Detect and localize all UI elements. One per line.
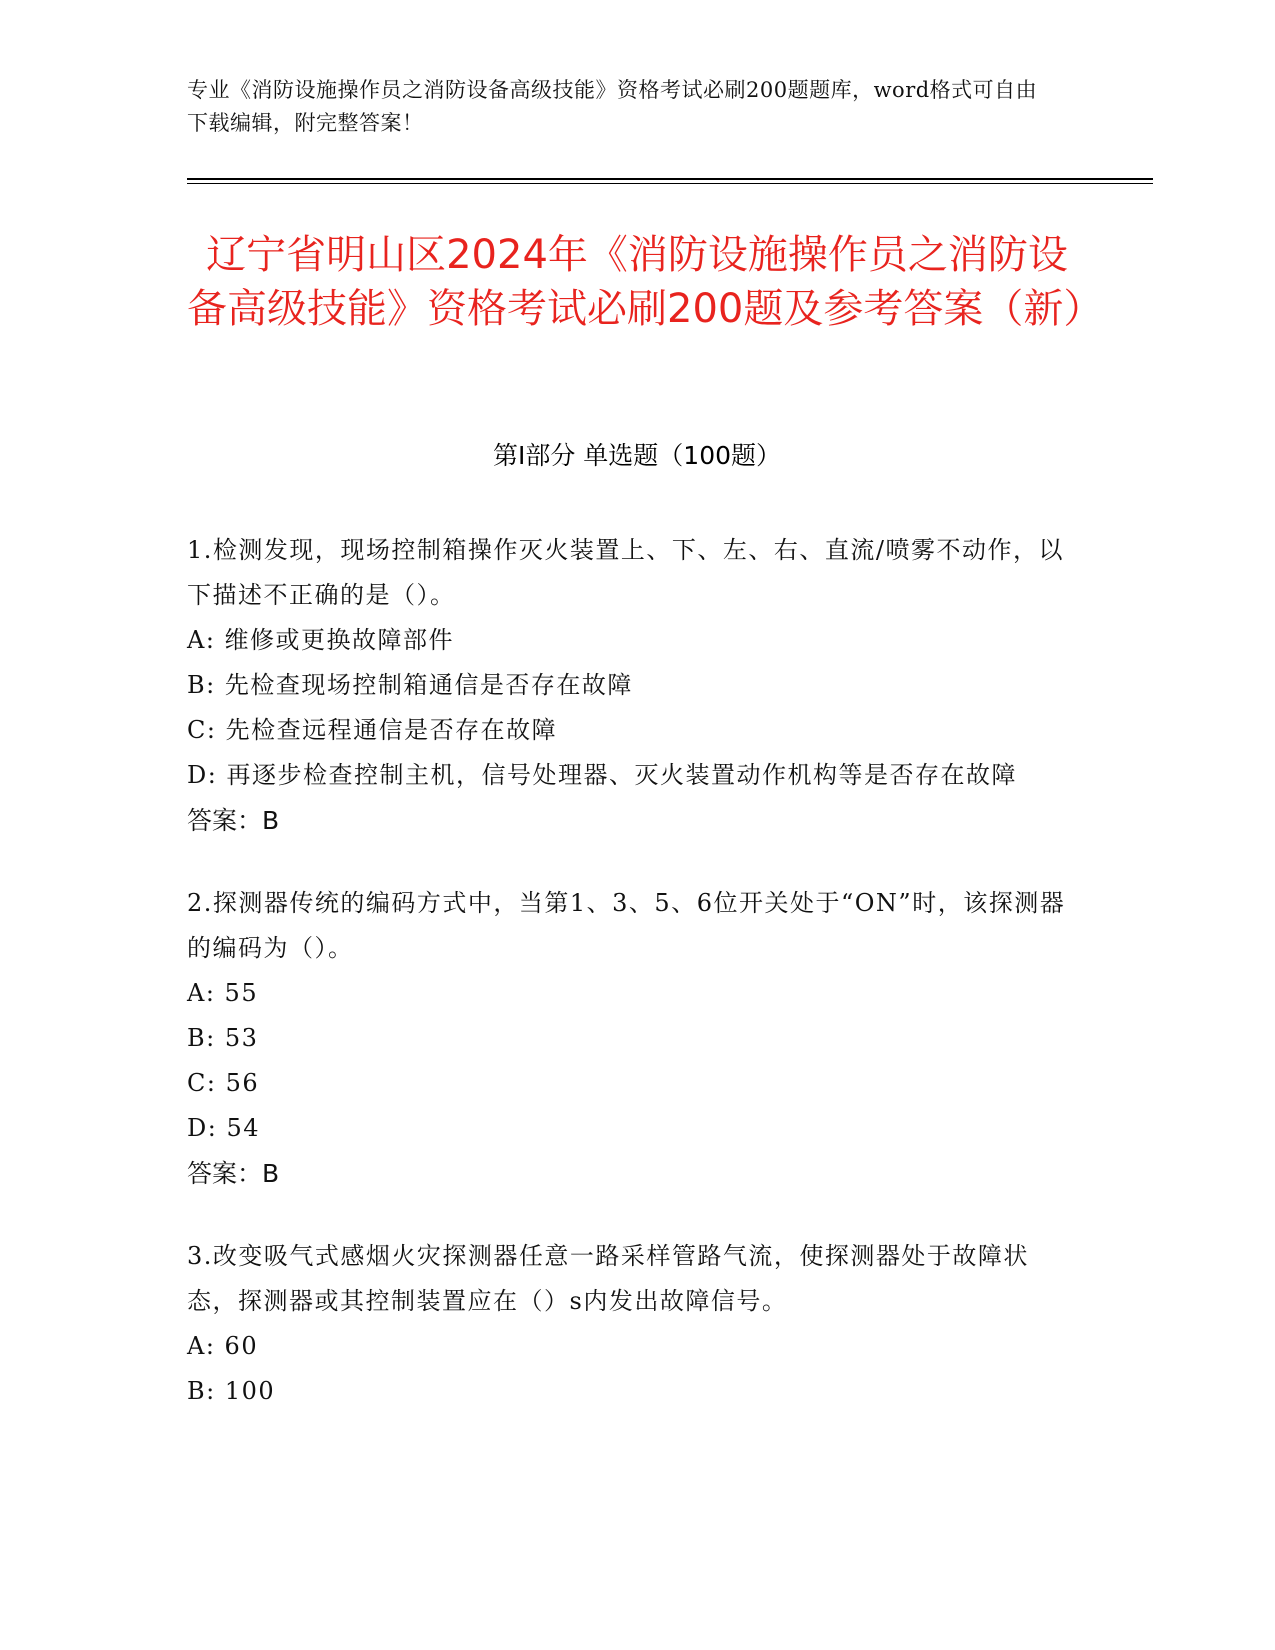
header-rule-thin [187, 183, 1153, 184]
question-3 [187, 1234, 1067, 1414]
option-c: C: 先检查远程通信是否存在故障 [187, 716, 558, 744]
section-title: 第I部分 单选题（100题） [492, 441, 782, 470]
option-d: D: 54 [187, 1114, 260, 1142]
question-list [187, 528, 1067, 1452]
question-2 [187, 881, 1067, 1196]
header-rule-thick [187, 178, 1153, 180]
option-a: A: 维修或更换故障部件 [187, 626, 455, 654]
option-a: A: 60 [187, 1332, 259, 1360]
answer: 答案：B [187, 806, 280, 835]
option-d: D: 再逐步检查控制主机，信号处理器、灭火装置动作机构等是否存在故障 [187, 761, 1017, 789]
header-note: 专业《消防设施操作员之消防设备高级技能》资格考试必刷200题题库，word格式可自由下载编辑，附完整答案！ [187, 78, 1038, 135]
question-stem: 2.探测器传统的编码方式中，当第1、3、5、6位开关处于“ON”时，该探测器的编码为（）。 [187, 889, 1066, 962]
question-stem: 3.改变吸气式感烟火灾探测器任意一路采样管路气流，使探测器处于故障状态，探测器或其控制装置应在（）s内发出故障信号。 [187, 1242, 1029, 1315]
option-a: A: 55 [187, 979, 259, 1007]
option-b: B: 53 [187, 1024, 259, 1052]
question-1 [187, 528, 1067, 843]
option-c: C: 56 [187, 1069, 260, 1097]
answer: 答案：B [187, 1159, 280, 1188]
option-b: B: 先检查现场控制箱通信是否存在故障 [187, 671, 633, 699]
option-b: B: 100 [187, 1377, 276, 1405]
question-stem: 1.检测发现，现场控制箱操作灭火装置上、下、左、右、直流/喷雾不动作，以下描述不正确的是（）。 [187, 536, 1064, 609]
document-title: 辽宁省明山区2024年《消防设施操作员之消防设备高级技能》资格考试必刷200题及参考答案（新） [187, 232, 1104, 332]
